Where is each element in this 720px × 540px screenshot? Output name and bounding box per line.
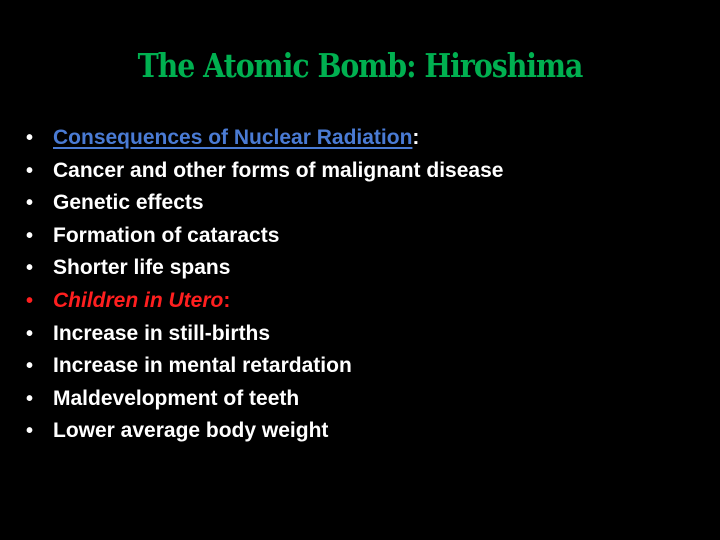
list-item-text: Increase in still-births	[53, 321, 271, 345]
slide-title: The Atomic Bomb: Hiroshima	[137, 46, 583, 85]
list-item	[26, 224, 503, 257]
list-item-text: Lower average body weight	[53, 419, 329, 443]
bullet-dot-icon: •	[26, 224, 34, 247]
list-item-text: Maldevelopment of teeth	[53, 386, 300, 410]
bullet-dot-icon: •	[26, 420, 34, 443]
list-item-text: Genetic effects	[53, 191, 204, 215]
list-item	[26, 419, 503, 452]
list-item-radiation-heading	[26, 126, 503, 159]
bullet-dot-icon: •	[26, 322, 34, 345]
bullet-dot-icon: •	[26, 355, 34, 378]
list-item-text: Cancer and other forms of malignant disease	[53, 158, 504, 182]
list-item	[26, 387, 503, 420]
list-item-text: Shorter life spans	[53, 256, 231, 280]
list-item	[26, 322, 503, 355]
utero-heading: Children in Utero	[53, 288, 224, 312]
list-item	[26, 256, 503, 289]
bullet-list	[26, 126, 503, 452]
list-item	[26, 159, 503, 192]
heading-colon: :	[223, 288, 231, 312]
bullet-dot-icon: •	[26, 159, 34, 182]
bullet-dot-icon: •	[26, 257, 34, 280]
heading-colon: :	[412, 126, 420, 149]
list-item-utero-heading	[26, 289, 503, 322]
bullet-dot-icon: •	[26, 387, 34, 410]
list-item-text: Increase in mental retardation	[53, 354, 352, 378]
radiation-heading-link[interactable]: Consequences of Nuclear Radiation	[53, 126, 413, 149]
bullet-dot-icon: •	[26, 289, 34, 312]
list-item	[26, 354, 503, 387]
list-item	[26, 191, 503, 224]
bullet-dot-icon: •	[26, 192, 34, 215]
list-item-text: Formation of cataracts	[53, 223, 280, 247]
bullet-dot-icon: •	[26, 127, 34, 149]
